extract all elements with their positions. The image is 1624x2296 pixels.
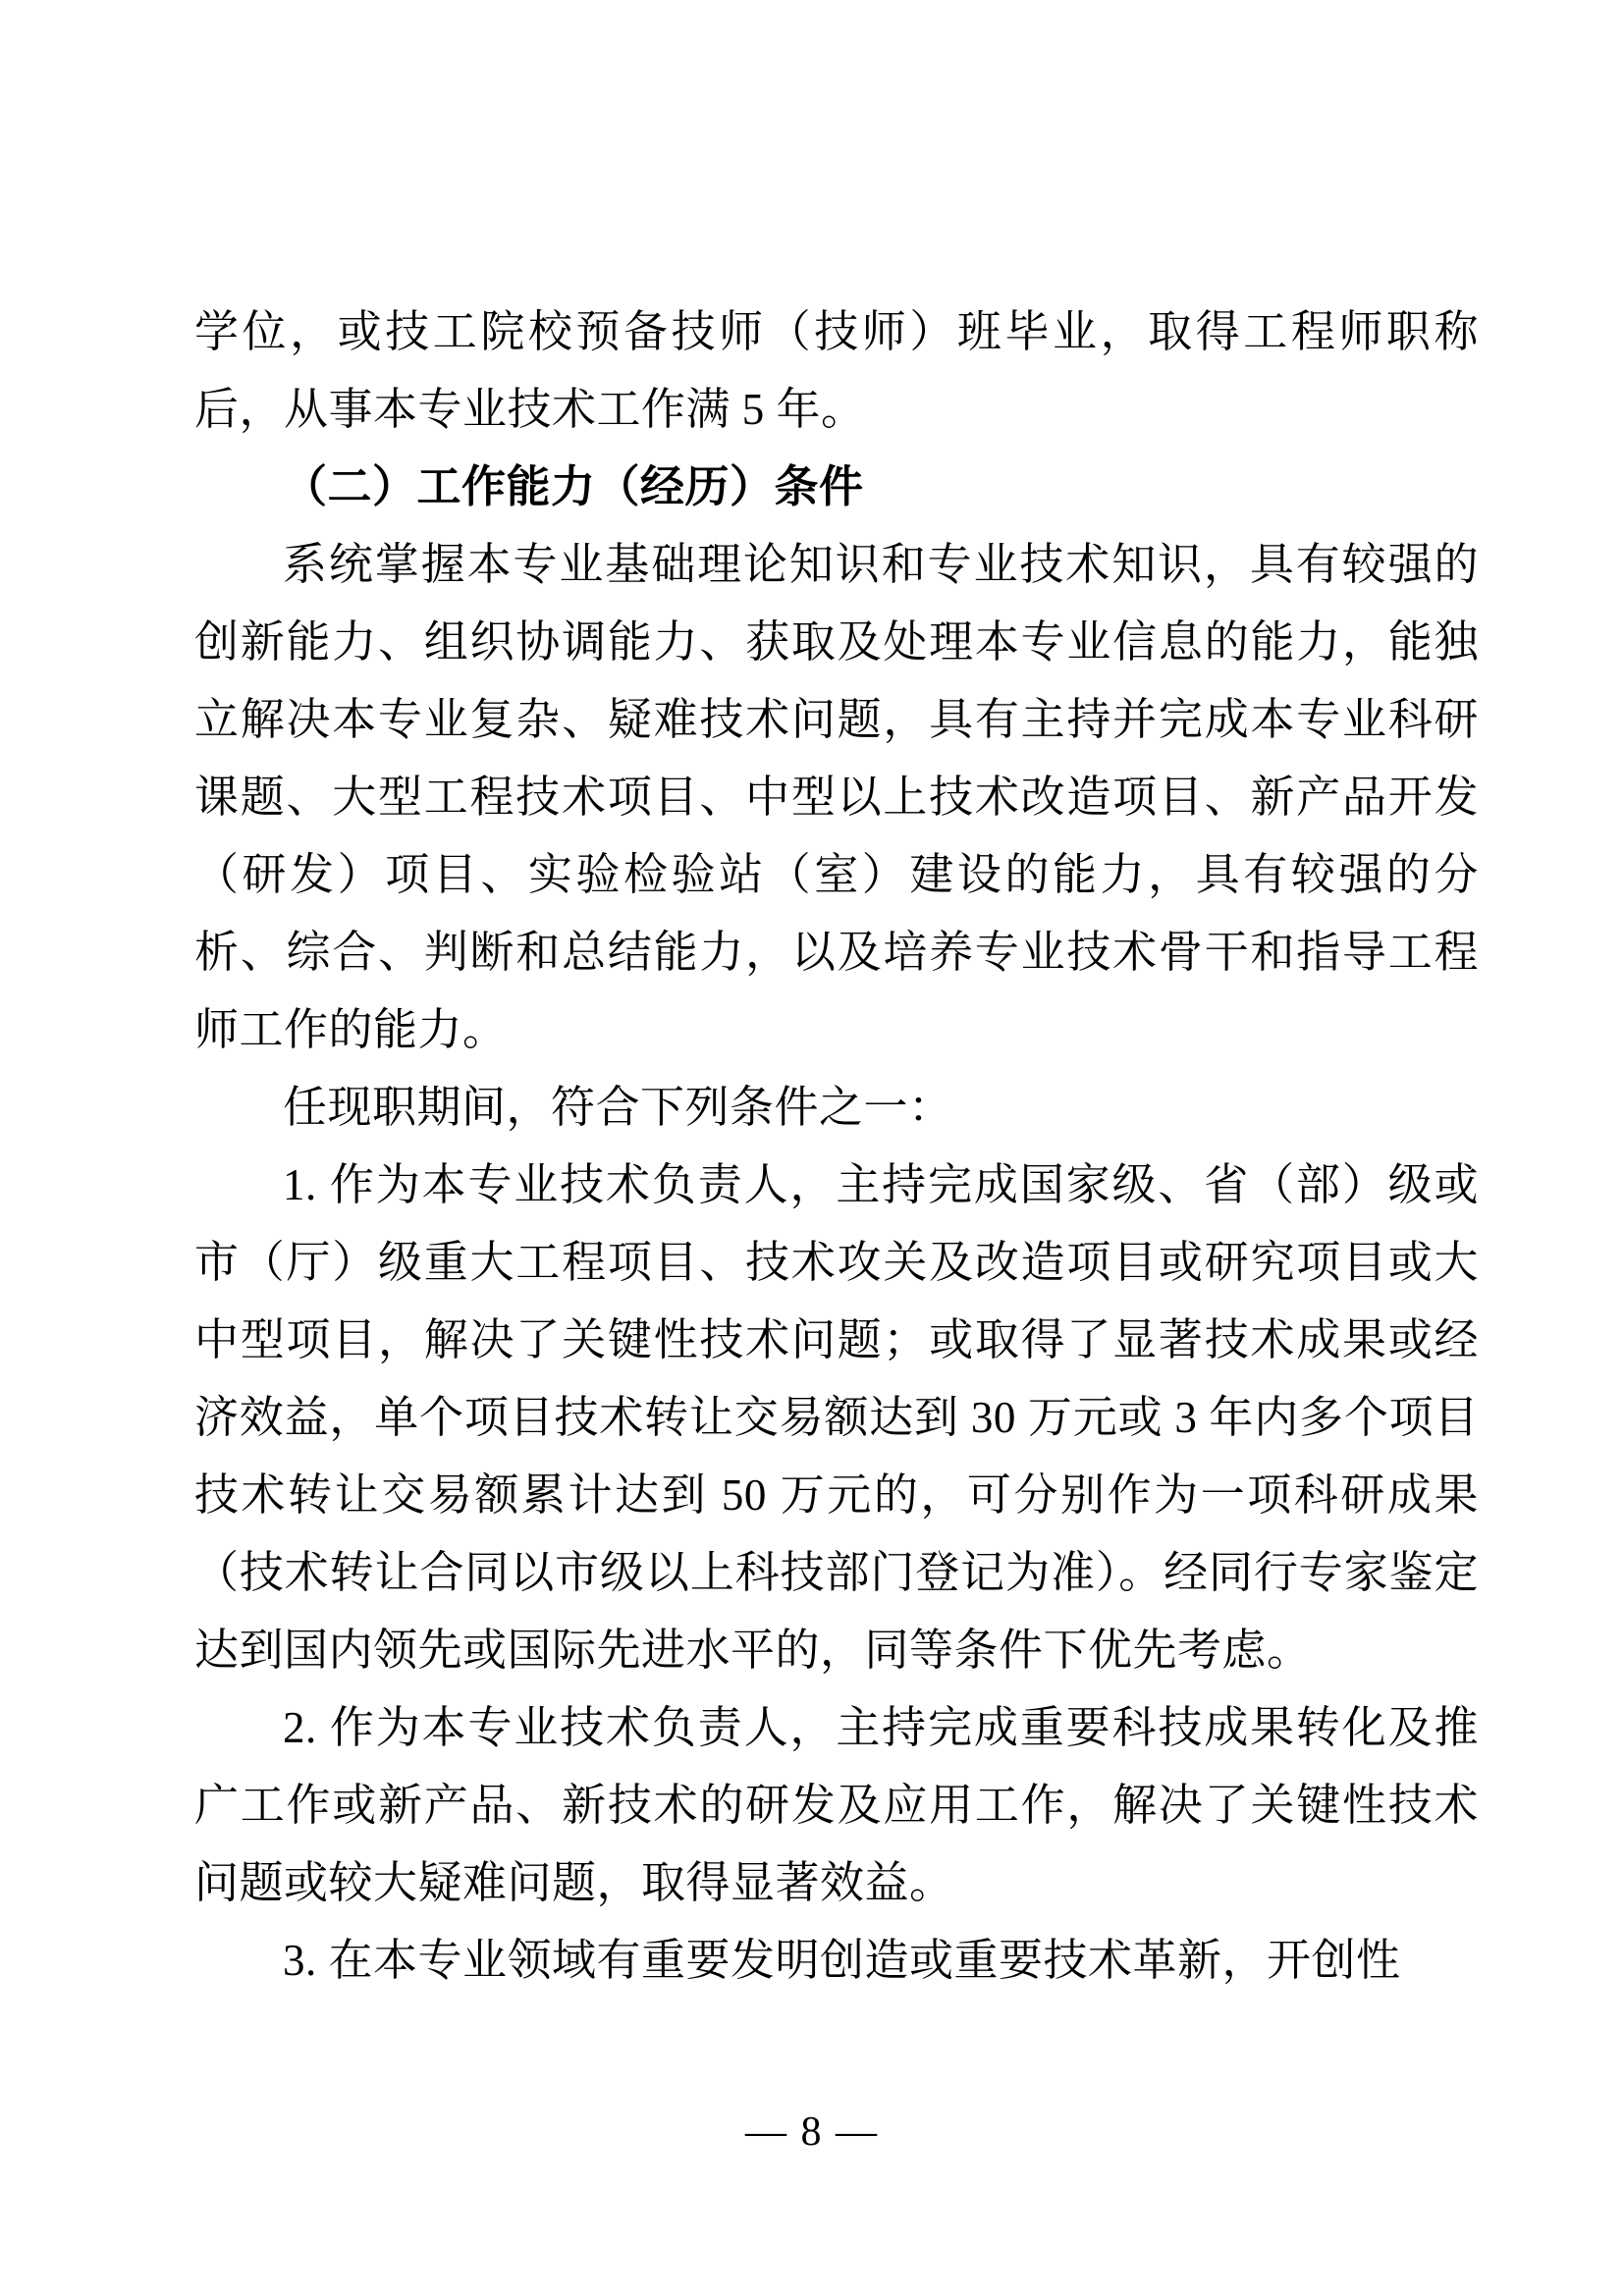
paragraph-continuation: 学位，或技工院校预备技师（技师）班毕业，取得工程师职称后，从事本专业技术工作满 5 年。 <box>194 307 1479 434</box>
paragraph-item-1: 1. 作为本专业技术负责人，主持完成国家级、省（部）级或市（厅）级重大工程项目、技术攻关及改造项目或研究项目或大中型项目，解决了关键性技术问题；或取得了显著技术成果或经济效益，单个项目技术转让交易额达到 30 万元或 3 年内多个项目技术转让交易额累计达到 50 万元的，可分别作为一项科研成果（技术转让合同以市级以上科技部门登记为准）。经同行专家鉴定达到国内领先或国际先进水平的，同等条件下优先考虑。 <box>194 1160 1479 1675</box>
paragraph-item-3: 3. 在本专业领域有重要发明创造或重要技术革新，开创性 <box>283 1936 1401 1985</box>
paragraph: 系统掌握本专业基础理论知识和专业技术知识，具有较强的创新能力、组织协调能力、获取及处理本专业信息的能力，能独立解决本专业复杂、疑难技术问题，具有主持并完成本专业科研课题、大型工程技术项目、中型以上技术改造项目、新产品开发（研发）项目、实验检验站（室）建设的能力，具有较强的分析、综合、判断和总结能力，以及培养专业技术骨干和指导工程师工作的能力。 <box>194 540 1479 1054</box>
paragraph-item-2: 2. 作为本专业技术负责人，主持完成重要科技成果转化及推广工作或新产品、新技术的研发及应用工作，解决了关键性技术问题或较大疑难问题，取得显著效益。 <box>194 1703 1479 1907</box>
section-heading: （二）工作能力（经历）条件 <box>283 462 864 511</box>
page-number: — 8 — <box>745 2109 879 2155</box>
document-body <box>194 294 1479 2000</box>
paragraph: 任现职期间，符合下列条件之一： <box>283 1083 953 1132</box>
